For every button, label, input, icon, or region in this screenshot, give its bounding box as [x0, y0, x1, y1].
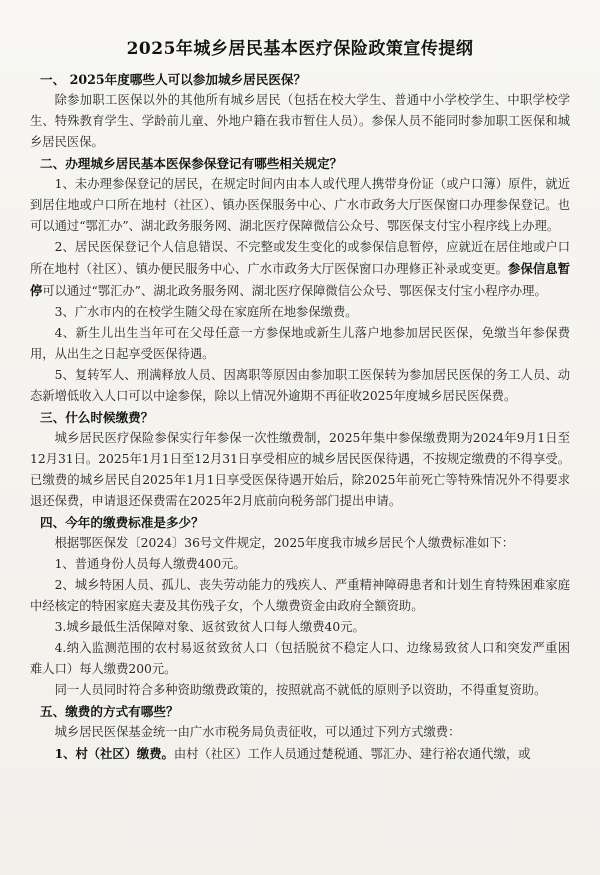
- paragraph: 4、新生儿出生当年可在父母任意一方参保地或新生儿落户地参加居民医保，免缴当年参保费用，从出生之日起享受医保待遇。: [30, 326, 570, 361]
- section-heading: 二、办理城乡居民基本医保参保登记有哪些相关规定？: [40, 156, 343, 171]
- paragraph: 城乡居民医疗保险参保实行年参保一次性缴费制，2025年集中参保缴费期为2024年9月1日至12月31日。2025年1月1日至12月31日享受相应的城乡居民医保待遇，不按规定缴费的不得享受。已缴费的城乡居民自2025年1月1日享受医保待遇开始后，除2025年前死亡等特殊情况外不得要求退还保费，申请退还保费需在2025年2月底前向税务部门提出申请。: [30, 431, 570, 508]
- section-heading: 一、 2025年度哪些人可以参加城乡居民医保？: [40, 72, 307, 87]
- section-2: [30, 153, 570, 407]
- paragraph: [30, 743, 570, 765]
- bold-phrase: 参保信息暂停: [30, 261, 570, 298]
- section-3: [30, 407, 570, 512]
- paragraph-text: 由村（社区）工作人员通过楚税通、鄂汇办、建行裕农通代缴，或: [173, 747, 531, 761]
- paragraph: [30, 237, 570, 302]
- paragraph: 3.城乡最低生活保障对象、返贫致贫人口每人缴费40元。: [54, 620, 365, 634]
- paragraph: 同一人员同时符合多种资助缴费政策的，按照就高不就低的原则予以资助，不得重复资助。: [54, 683, 547, 697]
- paragraph: 除参加职工医保以外的其他所有城乡居民（包括在校大学生、普通中小学校学生、中职学校学生、特殊教育学生、学龄前儿童、外地户籍在我市暂住人员）。参保人员不能同时参加职工医保和城乡居民医保。: [30, 93, 570, 149]
- section-4: [30, 512, 570, 701]
- paragraph: 2、城乡特困人员、孤儿、丧失劳动能力的残疾人、严重精神障碍患者和计划生育特殊困难家庭中经核定的特困家庭夫妻及其伤残子女，个人缴费资金由政府全额资助。: [30, 578, 570, 613]
- section-1: [30, 69, 570, 153]
- bold-phrase: 1、村（社区）缴费。: [54, 746, 174, 761]
- section-heading: 五、缴费的方式有哪些？: [40, 704, 179, 719]
- section-heading: 三、什么时候缴费？: [40, 410, 154, 425]
- paragraph: 1、普通身份人员每人缴费400元。: [54, 557, 246, 571]
- paragraph: 1、未办理参保登记的居民，在规定时间内由本人或代理人携带身份证（或户口簿）原件，就近到居住地或户口所在地村（社区）、镇办医保服务中心、广水市政务大厅医保窗口办理参保登记。也可以通过“鄂汇办”、湖北政务服务网、湖北医疗保障微信公众号、鄂医保支付宝小程序线上办理。: [30, 177, 570, 233]
- document-title: 2025年城乡居民基本医疗保险政策宣传提纲: [126, 39, 474, 59]
- paragraph: 根据鄂医保发〔2024〕36号文件规定，2025年度我市城乡居民个人缴费标准如下：: [54, 536, 515, 550]
- section-5: [30, 701, 570, 765]
- paragraph: 4.纳入监测范围的农村易返贫致贫人口（包括脱贫不稳定人口、边缘易致贫人口和突发严重困难人口）每人缴费200元。: [30, 641, 570, 676]
- paragraph-text: 2、居民医保登记个人信息错误、不完整或发生变化的或参保信息暂停，应就近在居住地或户口所在地村（社区）、镇办便民服务中心、广水市政务大厅医保窗口办理修正补录或变更。: [30, 240, 570, 276]
- paragraph: 3、广水市内的在校学生随父母在家庭所在地参保缴费。: [54, 305, 358, 319]
- paragraph-text: 可以通过“鄂汇办”、湖北政务服务网、湖北医疗保障微信公众号、鄂医保支付宝小程序办理。: [42, 284, 547, 298]
- section-heading: 四、今年的缴费标准是多少？: [40, 515, 204, 530]
- paragraph: 城乡居民医保基金统一由广水市税务局负责征收，可以通过下列方式缴费：: [54, 725, 461, 739]
- paragraph: 5、复转军人、刑满释放人员、因离职等原因由参加职工医保转为参加居民医保的务工人员、动态新增低收入人口可以中途参保，除以上情况外逾期不再征收2025年度城乡居民医保费。: [30, 368, 570, 403]
